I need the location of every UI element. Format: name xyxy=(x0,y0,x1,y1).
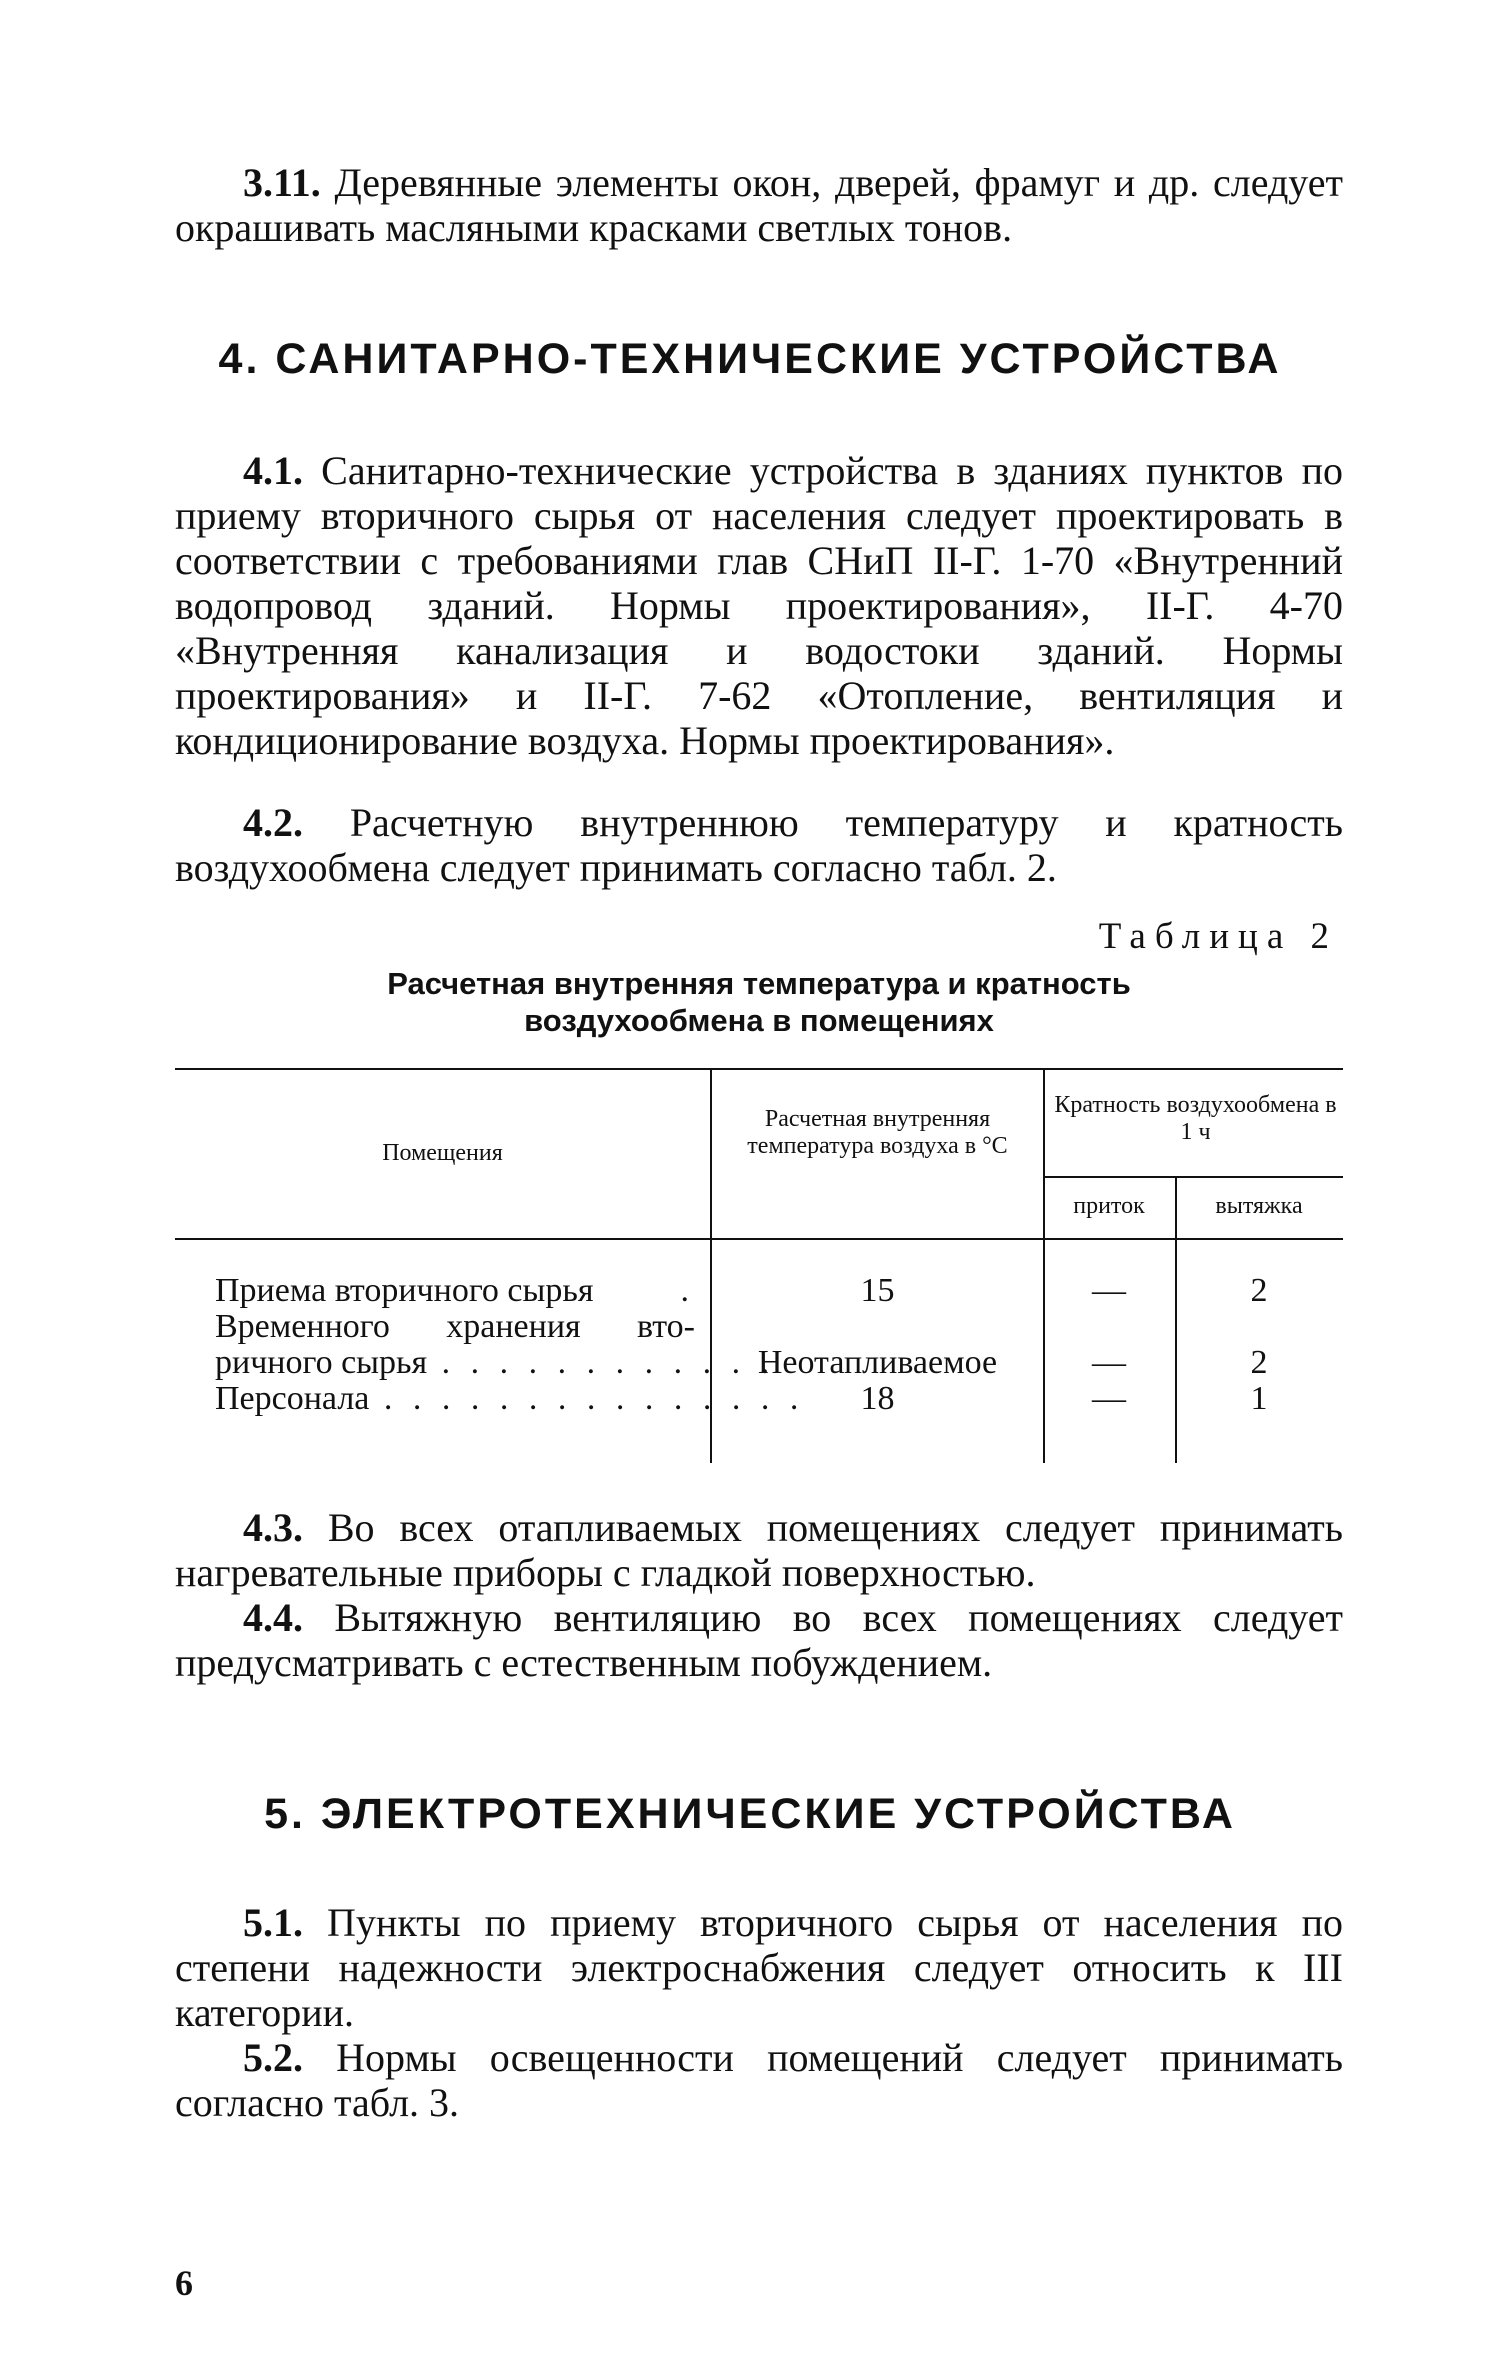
paragraph-text: Нормы освещенности помещений следует принимать согласно табл. 3. xyxy=(175,2035,1343,2125)
paragraph-text: Во всех отапливаемых помещениях следует принимать нагревательные приборы с гладкой поверхностью. xyxy=(175,1505,1343,1595)
table-cell-inflow: — xyxy=(1092,1380,1126,1417)
section-title-5: 5. ЭЛЕКТРОТЕХНИЧЕСКИЕ УСТРОЙСТВА xyxy=(264,1790,1236,1838)
header-air-exchange: Кратность воздухообмена в 1 ч xyxy=(1054,1092,1337,1145)
header-exhaust: вытяжка xyxy=(1215,1193,1303,1219)
table-cell-temperature: 15 xyxy=(860,1272,895,1309)
paragraph-text: Вытяжную вентиляцию во всех помещениях следует предусматривать с естественным побуждением. xyxy=(175,1595,1344,1685)
paragraph-text: Пункты по приему вторичного сырья от населения по степени надежности электроснабжения следует относить к III категории. xyxy=(175,1900,1344,2035)
header-sub-rule xyxy=(1043,1176,1343,1178)
header-inflow: приток xyxy=(1073,1193,1145,1219)
table-row-name: ричного сырья . . . . . . . . . . . . xyxy=(215,1344,776,1381)
paragraph-4-2 xyxy=(175,800,1343,890)
section-title-4: 4. САНИТАРНО-ТЕХНИЧЕСКИЕ УСТРОЙСТВА xyxy=(218,335,1282,383)
table-cell-inflow: — xyxy=(1092,1272,1126,1309)
table-cell-inflow: — xyxy=(1092,1344,1126,1381)
paragraph-number: 4.1. xyxy=(243,448,303,493)
table-2 xyxy=(175,1068,1343,1463)
table-label: Таблица 2 xyxy=(1098,916,1338,957)
paragraph-3-11 xyxy=(175,160,1343,250)
paragraph-number: 5.1. xyxy=(243,1900,303,1945)
paragraph-4-3 xyxy=(175,1505,1343,1595)
paragraph-5-1 xyxy=(175,1900,1343,2035)
header-temperature: Расчетная внутренняя температура воздуха в °С xyxy=(747,1106,1008,1159)
table-cell-temperature: Неотапливаемое xyxy=(757,1344,998,1381)
table-cell-temperature: 18 xyxy=(860,1380,895,1417)
table-cell-exhaust: 2 xyxy=(1250,1344,1268,1381)
paragraph-number: 4.3. xyxy=(243,1505,303,1550)
header-rooms: Помещения xyxy=(382,1140,503,1166)
table-cell-exhaust: 2 xyxy=(1250,1272,1268,1309)
header-bottom-rule xyxy=(175,1238,1343,1240)
paragraph-text: Деревянные элементы окон, дверей, фрамуг и др. следует окрашивать масляными красками светлых тонов. xyxy=(175,160,1344,250)
table-top-rule xyxy=(175,1068,1343,1070)
table-row-name: Персонала . . . . . . . . . . . . . . . xyxy=(215,1380,805,1417)
paragraph-4-1 xyxy=(175,448,1343,763)
table-title-line: воздухообмена в помещениях xyxy=(524,1003,994,1038)
paragraph-number: 5.2. xyxy=(243,2035,303,2080)
paragraph-4-4 xyxy=(175,1595,1343,1685)
paragraph-text: Расчетную внутреннюю температуру и кратность воздухообмена следует принимать согласно табл. 2. xyxy=(175,800,1343,890)
page-number: 6 xyxy=(175,2263,193,2303)
table-title xyxy=(175,965,1343,1039)
paragraph-text: Санитарно-технические устройства в зданиях пунктов по приему вторичного сырья от населения следует проектировать в соответствии с требованиями глав СНиП II-Г. 1-70 «Внутренний водопровод зданий. Нормы проектирования», II-Г. 4-70 «Внутренняя канализация и водостоки зданий. Нормы проектирования» и II-Г. 7-62 «Отопление, вентиляция и кондиционирование воздуха. Нормы проектирования». xyxy=(175,448,1343,763)
table-cell-exhaust: 1 xyxy=(1250,1380,1268,1417)
paragraph-number: 3.11. xyxy=(243,160,321,205)
table-row-name: Приема вторичного сырья . xyxy=(215,1272,695,1309)
table-title-line: Расчетная внутренняя температура и кратность xyxy=(387,966,1131,1001)
paragraph-number: 4.2. xyxy=(243,800,303,845)
paragraph-5-2 xyxy=(175,2035,1343,2125)
table-row-name: Временного хранения вто- xyxy=(215,1308,695,1345)
paragraph-number: 4.4. xyxy=(243,1595,303,1640)
